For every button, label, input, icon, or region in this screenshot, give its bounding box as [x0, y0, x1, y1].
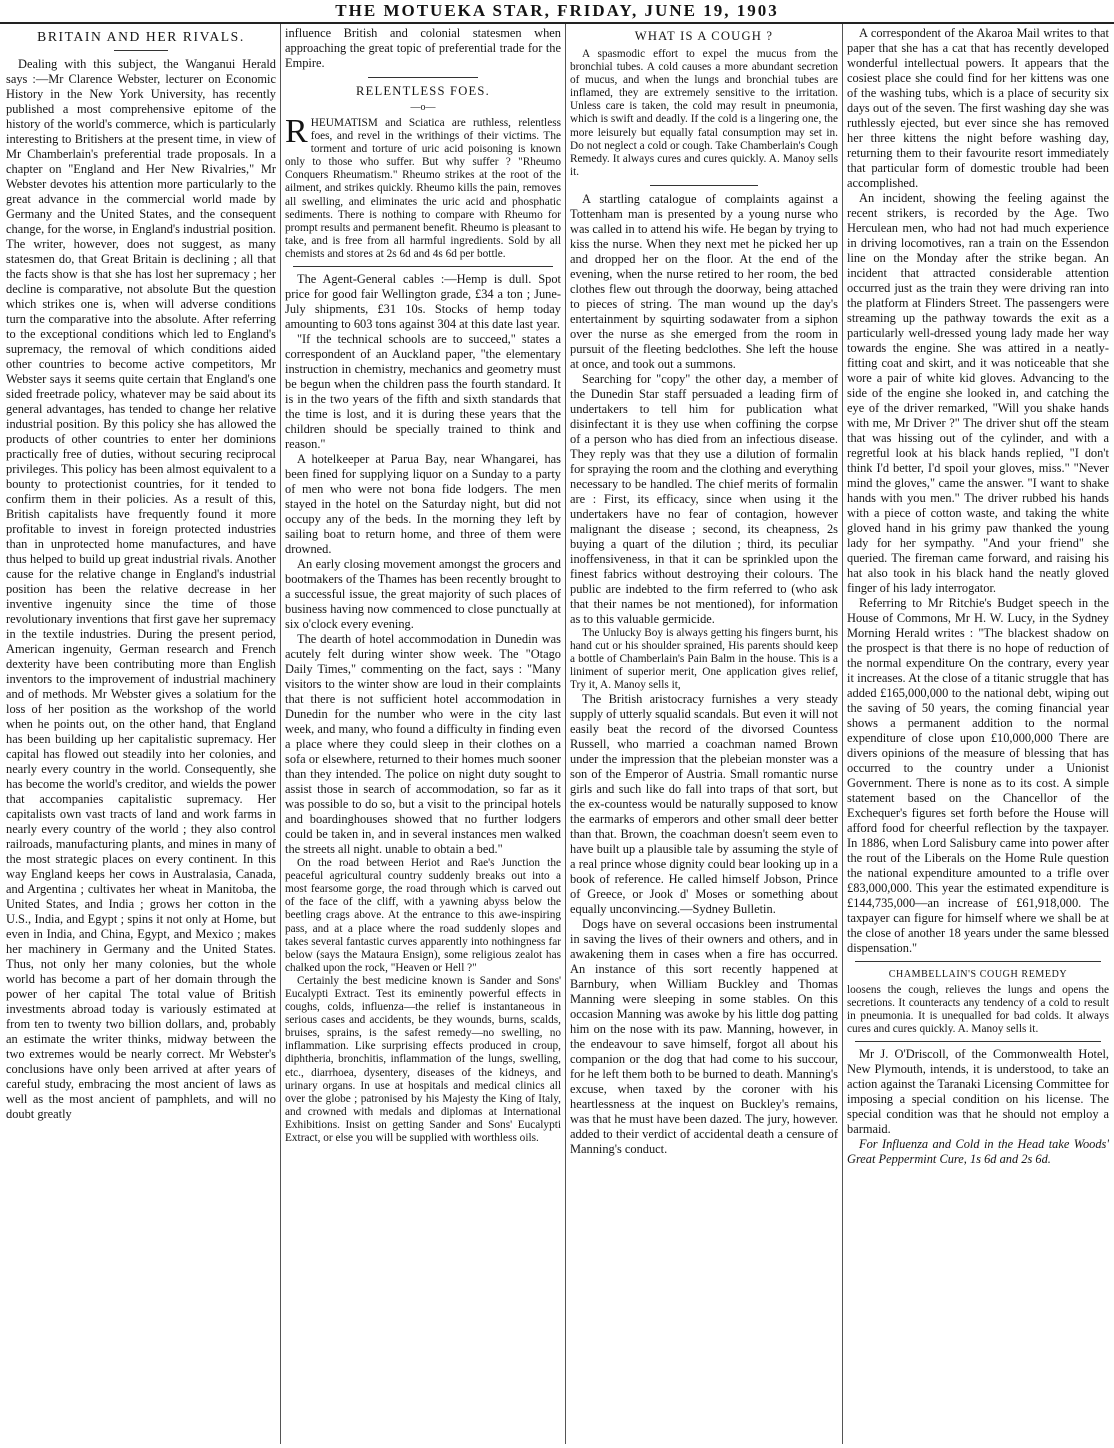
item-parua-bay: A hotelkeeper at Parua Bay, near Whangarei, has been fined for supplying liquor on a Sunday to a party of men who were not bona fide lodgers. The men stayed in the hotel on the Saturday night, but did not occupy any of the beds. In the morning they left by sailing boat to return home, and three of them were drowned. [285, 452, 561, 557]
article-heading-relentless: RELENTLESS FOES. [356, 84, 490, 98]
separator [855, 1041, 1101, 1042]
item-strikers: An incident, showing the feeling against the recent strikers, is recorded by the Age. Two Herculean men, who had not had much experience in driving locomotives, ran a train on the Essendon line on the Monday after the strike began. An incident that attracted considerable attention occurred just as the train they were driving ran into the platform at Flinders Street. The passengers were streaming up the pathway towards the exit as a particularly well-dressed young lady made her way towards the engine. She was attired in a neatly-fitting coat and skirt, and it was noticeable that she wore a pair of white kid gloves. Advancing to the side of the engine she looked in, and catching the eye of the driver remarked, "Will you shake hands with me, Mr Driver ?" The driver shut off the steam that was hissing out of the cylinder, and with a regretful look at his black hands replied, "I don't think I'd better, I'd spoil your gloves, miss." "Never mind the gloves," came the answer. "I want to shake hands with you men." The driver rubbed his hands with a piece of cotton waste, and taking the white gloved hand in his grimy paw thanked the young lady for her sympathy. "And your friend" she queried. The fireman came forward, and raising his hat also took in his black hand the neatly gloved finger of his lady interrogator. [847, 191, 1109, 595]
ad-rheumo-text: HEUMATISM and Sciatica are ruthless, relentless foes, and revel in the writhings of their victims. The torment and torture of uric acid poisoning is known only to those who suffer. But why suffer ? "Rheumo Conquers Rheumatism." Rheumo strikes at the root of the ailment, and strikes quickly. Rheumo kills the pain, removes all swelling, and eliminates the uric acid and phosphatic sediments. There is nothing to compare with Rheumo for prompt results and permanent benefit. Rheumo is pleasant to take, and is free from all harmful ingredients. Sold by all chemists and stores at 2s 6d and 4s 6d per bottle. [285, 117, 561, 260]
ad-sanders-eucalypti: Certainly the best medicine known is Sander and Sons' Eucalypti Extract. Test its eminently powerful effects in coughs, colds, influenza—the relief is instantaneous in serious cases and accidents, be they wounds, burns, scalds, bruises, sprains, is the safest remedy—no swelling, no inflammation. Like surprising effects produced in croup, diphtheria, bronchitis, inflammation of the lungs, swelling, etc., diarrhoea, dysentery, diseases of the kidneys, and urinary organs. In use at hospitals and medical clinics all over the globe ; patronised by his Majesty the King of Italy, and crowned with medals and diplomas at International Exhibitions. Insist on getting Sander and Sons' Eucalypti Extract, or else you will be supplied with worthless oils. [285, 974, 561, 1144]
ad-woods-peppermint: For Influenza and Cold in the Head take Woods' Great Peppermint Cure, 1s 6d and 2s 6d. [847, 1137, 1109, 1167]
ornament-dash: —o— [410, 102, 436, 113]
item-cat: A correspondent of the Akaroa Mail writes to that paper that she has a cat that has recently developed wonderful intellectual powers. It appears that the cosiest place she could find for her kittens was one of the washing tubs, which is a place of security six days out of the seven. The first washing day she was ruthlessly ejected, but ever since she has removed her three kittens the night before washing day, returning them to their favourite resort immediately that particular form of domestic trouble had been accomplished. [847, 26, 1109, 190]
item-early-closing: An early closing movement amongst the grocers and bootmakers of the Thames has been recently brought to a successful issue, the great majority of such places of business having now commenced to close punctually at six o'clock every evening. [285, 557, 561, 632]
column-1 [6, 26, 276, 1444]
item-technical-schools: "If the technical schools are to succeed," states a correspondent of an Auckland paper, "the elementary instruction in chemistry, mechanics and geometry must be begun when the children pass the fourth standard. It is in the two years of the fifth and sixth standards that the time is lost, and it is during these years that the children should be specially trained to think and reason." [285, 332, 561, 452]
column-rule [565, 24, 566, 1444]
item-heriot-gorge: On the road between Heriot and Rae's Junction the peaceful agricultural country suddenly breaks out into a most fearsome gorge, the road through which is carved out of the face of the cliff, with a yawning abyss below the beetling crags above. At the entrance to this awe-inspiring pass, and at a place where the road suddenly slopes and takes several fantastic curves apparently into nothingness far below (says the Mataura Ensign), some religious zealot has chalked upon the rock, "Heaven or Hell ?" [285, 857, 561, 974]
item-tottenham: A startling catalogue of complaints against a Tottenham man is presented by a young nurse who was called in to attend his wife. He began by trying to kiss the nurse. When they next met he picked her up and dropped her on the floor. At the end of the evening, when the nurse retired to her room, the bed clothes flew out through the doorway, being attached to pieces of string. The man wound up the day's entertainment by squirting sodawater from a siphon over the nurse as she emerged from the room in pursuit of the fleeting bedclothes. She left the house at once, and took out a summons. [570, 191, 838, 371]
ad-rheumo [285, 113, 561, 261]
separator [114, 50, 168, 51]
separator [293, 266, 552, 267]
column-rule [280, 24, 281, 1444]
masthead: THE MOTUEKA STAR, FRIDAY, JUNE 19, 1903 [0, 0, 1114, 24]
separator [650, 185, 757, 186]
item-odriscoll: Mr J. O'Driscoll, of the Commonwealth Hotel, New Plymouth, intends, it is understood, to take an action against the Taranaki Licensing Committee for imposing a special condition on his license. The special condition was that he should not employ a barmaid. [847, 1047, 1109, 1137]
article-heading-britain: BRITAIN AND HER RIVALS. [37, 29, 245, 44]
item-budget: Referring to Mr Ritchie's Budget speech in the House of Commons, Mr H. W. Lucy, in the Sydney Morning Herald writes : "The blackest shadow on the prospect is that there is no hope of reduction of the normal expenditure On the contrary, every year it increases. At the close of a titanic struggle that has added £165,000,000 to the national debt, wiping out the saving of 50 years, the coming financial year shows a permanent addition to the normal expenditure of close upon £10,000,000 There are divers opinions of the measure of blessing that has occurred to the country under a Unionist Government. There is none as to its cost. A simple statement based on the Chancellor of the Exchequer's figures set forth before the House will afford food for cheerful reflection by the taxpayer. In 1886, when Lord Salisbury came into power after the rout of the Liberals on the Home Rule question the national expenditure amounted to a trifle over £83,000,000. This year the estimated expenditure is £144,735,000—an increase of £61,918,000. The taxpayer can figure for himself where we shall be at the close of another 18 years under the same blessed dispensation." [847, 596, 1109, 955]
column-3 [570, 26, 838, 1444]
ad-pain-balm: The Unlucky Boy is always getting his fingers burnt, his hand cut or his shoulder sprained, His parents should keep a bottle of Chamberlain's Pain Balm in the house. This is a liniment of superior merit, One application gives relief, Try it, A. Manoy sells it, [570, 626, 838, 692]
column-4 [847, 26, 1109, 1444]
ad-cough-remedy: loosens the cough, relieves the lungs and opens the secretions. It counteracts any tendency of a cold to result in pneumonia. It is unequalled for bad colds. It always cures and cures quickly. A. Manoy sells it. [847, 984, 1109, 1036]
ad-what-is-a-cough: A spasmodic effort to expel the mucus from the bronchial tubes. A cold causes a more abundant secretion of mucus, and when the lungs and bronchial tubes are inflamed, they are extremely sensitive to the irritation. Unless care is taken, the cold may result in pneumonia, which is swift and deadly. If the cold is a lingering one, the more leisurely but equally fatal consumption may set in. Do not neglect a cold or cough. Take Chamberlain's Cough Remedy. It always cures and cures quickly. A. Manoy sells it. [570, 48, 838, 178]
item-hemp: The Agent-General cables :—Hemp is dull. Spot price for good fair Wellington grade, £34 a ton ; June-July shipments, £31 10s. Stocks of hemp today amounting to 603 tons against 304 at this date last year. [285, 272, 561, 332]
drop-cap: R [285, 113, 308, 150]
article-britain-body: Dealing with this subject, the Wanganui Herald says :—Mr Clarence Webster, lecturer on Economic History in the New York University, has recently published a most comprehensive epitome of the history of the world's commerce, which is particularly interesting to Britishers at the present time, in view of Mr Chamberlain's preferential trade proposals. In a chapter on "England and Her New Rivalries," Mr Webster devotes his attention more particularly to the great advance in the commercial world made by Germany and the United States, and the consequent change, for the worse, in England's industrial position. The writer, however, does not suggest, as many statesmen do, that Great Britain is declining ; all that the facts show is that she has lost her supremacy ; her decline is comparative, not absolute But the question which strikes one is, when will adverse conditions turn the comparative into the absolute. After referring to the exceptional conditions which led to England's supremacy, the removal of which conditions aided other countries to become active competitors, Mr Webster says it seems quite certain that England's one sided freetrade policy, whatever may be said about its general advantages, has tended to change her relative industrial position. By this policy she has allowed the products of other countries to enter her dominions practically free of duties, without securing reciprocal privileges. This policy has been almost equivalent to a bounty to protectionist countries, for it tended to confirm them in their policies. As a result of this, British capitalists have frequently found it more profitable to invest in foreign protected industries than in unprotected home manufactures, and have thus helped to build up great industrial rivals. Another cause for the relative change in England's industrial position has been the relative decrease in her inventive ingenuity since the time of those revolutionary inventions that first gave her supremacy in the textile industries. During the present period, American ingenuity, German research and French dexterity have been contributing more than English inventors to the improvement of industrial machinery and of methods. Mr Webster gives a solatium for the loss of her position as the workshop of the world when he points out, on the other hand, that England has been building up her capitalistic supremacy. Her capital has flowed out steadily into her colonies, and nearly every country in the world. Consequently, she has become the world's creditor, and wields the power that accompanies capitalistic supremacy. Her capitalists own vast tracts of land and work farms in nearly every country of the world ; they also control railroads, manufacturing plants, and mines in many of the most strategic places on every continent. In this way England keeps her cows in Australasia, Canada, and Argentina ; cultivates her wheat in Manitoba, the United States, and India ; grows her cotton in the U.S., India, and Egypt ; spins it not only at Home, but even in India, and China, Egypt, and Mexico ; makes her machinery in Germany and the United States. Thus, not only her many colonies, but the whole world has become a part of her domain through the power of her capital The total value of British investments abroad today is variously estimated at from ten to twenty two billion dollars, and, probably an estimate the writer thinks, midway between the two extremes would be nearly correct. Mr Webster's conclusions have only been arrived at after years of careful study, embracing the most ancient of laws as well as the most ancient of pamphlets, and will no doubt greatly [6, 57, 276, 1121]
ad-heading-cough-remedy: CHAMBELLAIN'S COUGH REMEDY [888, 969, 1068, 980]
article-heading-cough: WHAT IS A COUGH ? [634, 29, 774, 43]
item-aristocracy: The British aristocracy furnishes a very steady supply of utterly squalid scandals. But even it will not easily beat the record of the divorsed Countess Russell, who married a coachman named Brown under the impression that the plebeian monster was a son of the Emperor of Austria. Small romantic nurse girls and such like do fall into traps of that sort, but the ex-countess would be naturally supposed to know the earmarks of emperors and other small deer better than that. Brown, the coachman doesn't seem even to have built up a plausible tale by assuming the style of a real prince whose dignity could bear looking up in a book of reference. He called himself Jobson, Prince of Greece, or Jook d' Moses or something about equally unconvincing.—Sydney Bulletin. [570, 692, 838, 917]
column-rule [842, 24, 843, 1444]
item-dogs: Dogs have on several occasions been instrumental in saving the lives of their owners and others, and in awakening them in cases when a fire has occurred. An instance of this sort recently happened at Barnbury, when William Buckley and Thomas Manning were sleeping in some stables. On this occasion Manning was awoke by his little dog patting him on the nose with its paw. Manning, however, in the endeavour to save himself, forgot all about his companion or the dog that had come to his succour, for he left them both to be burned to death. Manning's excuse, when taxed by the coroner with his heartlessness at the inquest on Buckley's remains, was that he must have been dazed. The jury, however. added to their verdict of accidental death a censure of Manning's conduct. [570, 917, 838, 1157]
article-britain-continued: influence British and colonial statesmen when approaching the great topic of preferential trade for the Empire. [285, 26, 561, 70]
item-dunedin-hotels: The dearth of hotel accommodation in Dunedin was acutely felt during winter show week. The "Otago Daily Times," commenting on the fact, says : "Many visitors to the winter show are loud in their complaints that there is not sufficient hotel accommodation in Dunedin for the number who were in the city last week, and many, who found a difficulty in finding even a place where they could sleep in their clothes on a sofa or elsewhere, returned to their homes much sooner than they intended. The police on night duty sought to assist those in search of accommodation, so far as it was possible to do so, but a visit to the principal hotels and boardinghouses showed that no further lodgers could be taken in, and in several instances men walked the streets all night. unable to obtain a bed." [285, 632, 561, 857]
item-formalin: Searching for "copy" the other day, a member of the Dunedin Star staff persuaded a leading firm of undertakers to tell him for publication what disinfectant it is they use when coffining the corpse of a person who has died from an infectious disease. They reply was that they use a dilution of formalin for spraying the room and the clothing and everything necessary to be handled. The chief merits of formalin are : First, its efficacy, since when using it the undertakers have no fear of contagion, however malignant the disease ; second, its cheapness, 2s buying a quart of the dilution ; third, its peculiar inoffensiveness, in that it can be sprinkled upon the finest fabrics without destroying their colours. The public are indebted to the firm referred to (who ask that their names be not mentioned), for information as to this valuable germicide. [570, 371, 838, 626]
separator [368, 77, 478, 78]
column-2 [285, 26, 561, 1444]
separator [855, 961, 1101, 962]
